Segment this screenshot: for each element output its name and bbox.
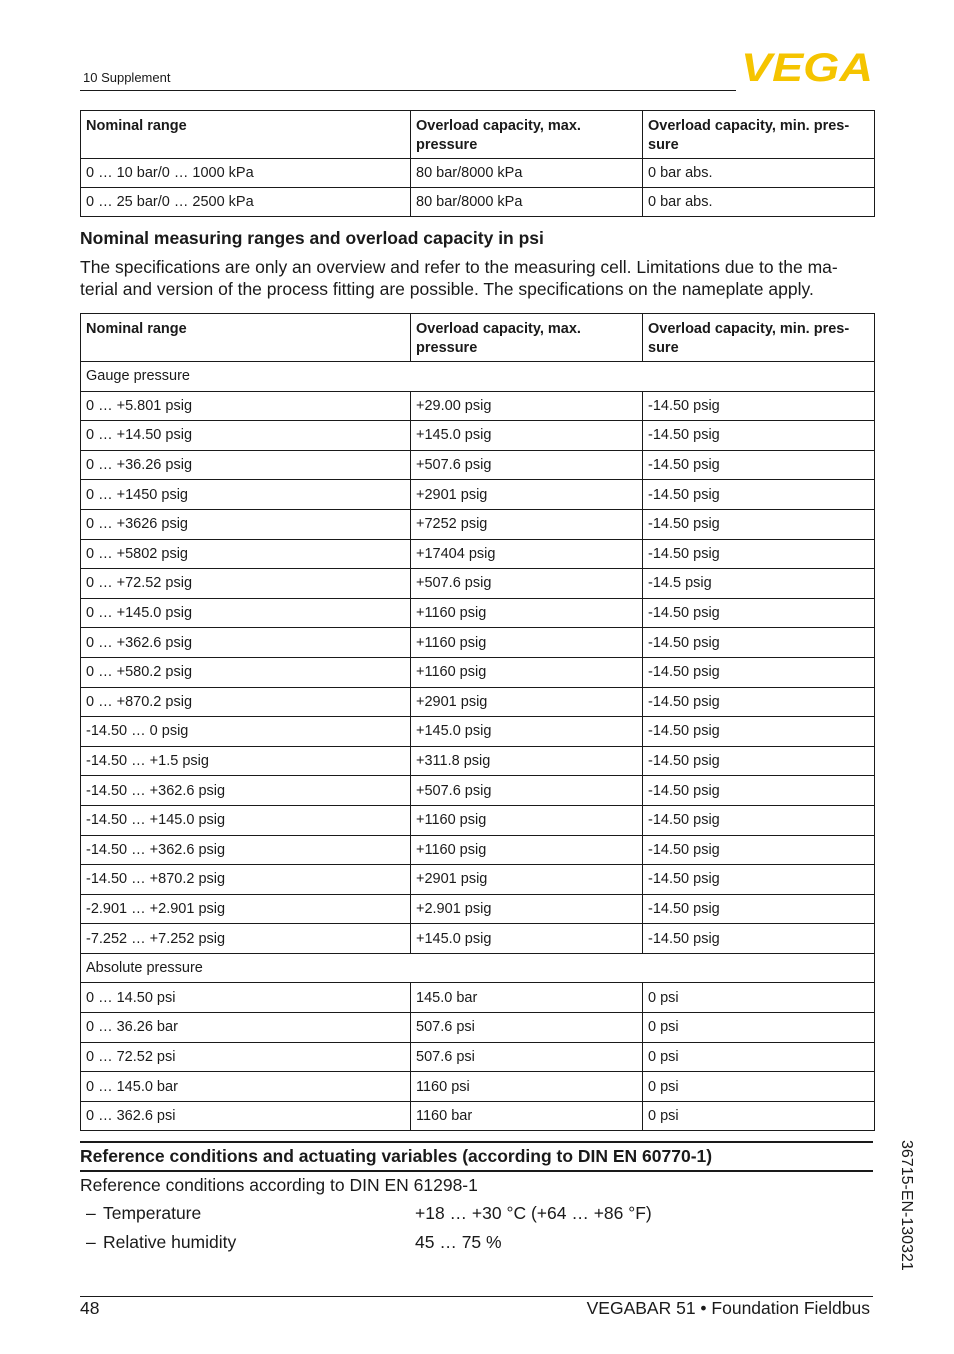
table-cell: -14.5 psig bbox=[643, 569, 875, 599]
table-cell: 0 psi bbox=[643, 1042, 875, 1072]
table-row bbox=[81, 805, 875, 835]
table-cell: 0 … +72.52 psig bbox=[81, 569, 411, 599]
table-cell: -14.50 psig bbox=[643, 421, 875, 451]
table-cell: +145.0 psig bbox=[411, 717, 643, 747]
table-cell: -14.50 … +362.6 psig bbox=[81, 835, 411, 865]
table-cell: -14.50 psig bbox=[643, 480, 875, 510]
table-cell: +145.0 psig bbox=[411, 421, 643, 451]
table-cell: 0 … +5.801 psig bbox=[81, 391, 411, 421]
table-cell: 0 … +14.50 psig bbox=[81, 421, 411, 451]
table-cell: 0 … +580.2 psig bbox=[81, 657, 411, 687]
table-row bbox=[81, 569, 875, 599]
table-cell: 0 … 10 bar/0 … 1000 kPa bbox=[81, 159, 411, 188]
table-row bbox=[81, 687, 875, 717]
table-row bbox=[81, 628, 875, 658]
table-cell: -14.50 … +1.5 psig bbox=[81, 746, 411, 776]
table-cell: +2.901 psig bbox=[411, 894, 643, 924]
group-label: Absolute pressure bbox=[81, 953, 875, 983]
table-row bbox=[81, 539, 875, 569]
table-cell: -14.50 psig bbox=[643, 924, 875, 954]
table-cell: +145.0 psig bbox=[411, 924, 643, 954]
table-cell: +1160 psig bbox=[411, 598, 643, 628]
table-cell: 507.6 psi bbox=[411, 1013, 643, 1043]
table-cell: +29.00 psig bbox=[411, 391, 643, 421]
psi-section-heading: Nominal measuring ranges and overload capacity in psi bbox=[80, 228, 544, 248]
table-cell: -14.50 psig bbox=[643, 450, 875, 480]
overload-table-bar bbox=[80, 110, 875, 217]
table-cell: +2901 psig bbox=[411, 865, 643, 895]
table-row bbox=[81, 188, 875, 217]
column-header: Nominal range bbox=[81, 314, 411, 362]
table-cell: 0 … +145.0 psig bbox=[81, 598, 411, 628]
reference-intro: Reference conditions according to DIN EN 61298-1 bbox=[80, 1175, 478, 1195]
reference-bottom-rule bbox=[80, 1170, 873, 1172]
table-cell: -14.50 psig bbox=[643, 865, 875, 895]
table-cell: 507.6 psi bbox=[411, 1042, 643, 1072]
table-cell: -7.252 … +7.252 psig bbox=[81, 924, 411, 954]
table-row bbox=[81, 746, 875, 776]
table-row bbox=[81, 1042, 875, 1072]
table-cell: -14.50 … +145.0 psig bbox=[81, 805, 411, 835]
table-cell: 1160 bar bbox=[411, 1101, 643, 1131]
table-cell: 0 psi bbox=[643, 983, 875, 1013]
column-header: Overload capacity, max. pressure bbox=[411, 111, 643, 159]
table-cell: 0 psi bbox=[643, 1013, 875, 1043]
table-row bbox=[81, 717, 875, 747]
table-cell: 0 … +1450 psig bbox=[81, 480, 411, 510]
table-cell: 0 … 25 bar/0 … 2500 kPa bbox=[81, 188, 411, 217]
reference-item-label: Relative humidity bbox=[103, 1232, 237, 1252]
table-cell: 0 psi bbox=[643, 1101, 875, 1131]
table-cell: 80 bar/8000 kPa bbox=[411, 159, 643, 188]
overload-table-psi bbox=[80, 313, 875, 1131]
table-cell: -14.50 psig bbox=[643, 539, 875, 569]
table-cell: 1160 psi bbox=[411, 1072, 643, 1102]
table-cell: 0 … +362.6 psig bbox=[81, 628, 411, 658]
table-cell: +507.6 psig bbox=[411, 569, 643, 599]
table-cell: 0 … +5802 psig bbox=[81, 539, 411, 569]
table-row bbox=[81, 391, 875, 421]
table-cell: -14.50 psig bbox=[643, 805, 875, 835]
table-row bbox=[81, 657, 875, 687]
table-cell: 0 bar abs. bbox=[643, 188, 875, 217]
vega-logo-text: VEGA bbox=[741, 50, 873, 84]
table-cell: 80 bar/8000 kPa bbox=[411, 188, 643, 217]
table-row bbox=[81, 598, 875, 628]
table-row bbox=[81, 1101, 875, 1131]
table-cell: 0 bar abs. bbox=[643, 159, 875, 188]
table-cell: -2.901 … +2.901 psig bbox=[81, 894, 411, 924]
table-cell: 0 … +870.2 psig bbox=[81, 687, 411, 717]
table-cell: 0 … 14.50 psi bbox=[81, 983, 411, 1013]
vega-logo bbox=[740, 50, 874, 84]
header-rule bbox=[80, 90, 736, 91]
reference-top-rule bbox=[80, 1141, 873, 1143]
reference-item bbox=[86, 1203, 201, 1224]
table-cell: 0 psi bbox=[643, 1072, 875, 1102]
table-row bbox=[81, 776, 875, 806]
table-cell: +2901 psig bbox=[411, 687, 643, 717]
table-cell: -14.50 psig bbox=[643, 776, 875, 806]
section-label: 10 Supplement bbox=[83, 70, 171, 85]
table-cell: +507.6 psig bbox=[411, 450, 643, 480]
table-cell: 0 … +3626 psig bbox=[81, 509, 411, 539]
group-row bbox=[81, 362, 875, 392]
table-cell: +1160 psig bbox=[411, 835, 643, 865]
table-row bbox=[81, 1013, 875, 1043]
table-cell: -14.50 … +870.2 psig bbox=[81, 865, 411, 895]
table-cell: +1160 psig bbox=[411, 628, 643, 658]
table-row bbox=[81, 865, 875, 895]
table-cell: 0 … 145.0 bar bbox=[81, 1072, 411, 1102]
table-cell: +311.8 psig bbox=[411, 746, 643, 776]
table-cell: 145.0 bar bbox=[411, 983, 643, 1013]
table-row bbox=[81, 1072, 875, 1102]
table-cell: 0 … 36.26 bar bbox=[81, 1013, 411, 1043]
psi-section-paragraph: The specifications are only an overview and refer to the measuring cell. Limitations due to the ma- terial and version of the process fitting are possible. The specifications on the nameplate apply. bbox=[80, 257, 838, 299]
reference-item-value: +18 … +30 °C (+64 … +86 °F) bbox=[415, 1203, 652, 1223]
dash-bullet: – bbox=[86, 1203, 96, 1223]
table-row bbox=[81, 421, 875, 451]
column-header: Overload capacity, min. pres- sure bbox=[643, 111, 875, 159]
table-row bbox=[81, 894, 875, 924]
table-cell: -14.50 … 0 psig bbox=[81, 717, 411, 747]
table-cell: +7252 psig bbox=[411, 509, 643, 539]
table-row bbox=[81, 159, 875, 188]
table-cell: -14.50 psig bbox=[643, 717, 875, 747]
table-cell: +507.6 psig bbox=[411, 776, 643, 806]
table-cell: +1160 psig bbox=[411, 657, 643, 687]
table-row bbox=[81, 983, 875, 1013]
table-cell: 0 … 362.6 psi bbox=[81, 1101, 411, 1131]
reference-item-label: Temperature bbox=[103, 1203, 202, 1223]
reference-heading: Reference conditions and actuating variables (according to DIN EN 60770-1) bbox=[80, 1146, 713, 1166]
table-row bbox=[81, 480, 875, 510]
table-cell: +2901 psig bbox=[411, 480, 643, 510]
group-row bbox=[81, 953, 875, 983]
group-label: Gauge pressure bbox=[81, 362, 875, 392]
table-cell: +17404 psig bbox=[411, 539, 643, 569]
footer-rule bbox=[80, 1296, 873, 1297]
table-cell: 0 … 72.52 psi bbox=[81, 1042, 411, 1072]
reference-item-value: 45 … 75 % bbox=[415, 1232, 502, 1252]
table-row bbox=[81, 924, 875, 954]
dash-bullet: – bbox=[86, 1232, 96, 1252]
table-cell: -14.50 psig bbox=[643, 628, 875, 658]
table-row bbox=[81, 509, 875, 539]
column-header: Overload capacity, min. pres- sure bbox=[643, 314, 875, 362]
table-cell: +1160 psig bbox=[411, 805, 643, 835]
table-cell: -14.50 psig bbox=[643, 894, 875, 924]
table-cell: -14.50 psig bbox=[643, 835, 875, 865]
table-cell: -14.50 psig bbox=[643, 746, 875, 776]
document-number: 36715-EN-130321 bbox=[898, 1140, 915, 1271]
column-header: Nominal range bbox=[81, 111, 411, 159]
table-row bbox=[81, 835, 875, 865]
table-cell: -14.50 psig bbox=[643, 391, 875, 421]
table-cell: -14.50 psig bbox=[643, 509, 875, 539]
table-cell: -14.50 … +362.6 psig bbox=[81, 776, 411, 806]
product-name: VEGABAR 51 • Foundation Fieldbus bbox=[586, 1298, 870, 1318]
table-cell: -14.50 psig bbox=[643, 687, 875, 717]
table-cell: 0 … +36.26 psig bbox=[81, 450, 411, 480]
table-cell: -14.50 psig bbox=[643, 598, 875, 628]
table-cell: -14.50 psig bbox=[643, 657, 875, 687]
column-header: Overload capacity, max. pressure bbox=[411, 314, 643, 362]
reference-item bbox=[86, 1232, 236, 1253]
table-row bbox=[81, 450, 875, 480]
page-number: 48 bbox=[80, 1298, 100, 1318]
